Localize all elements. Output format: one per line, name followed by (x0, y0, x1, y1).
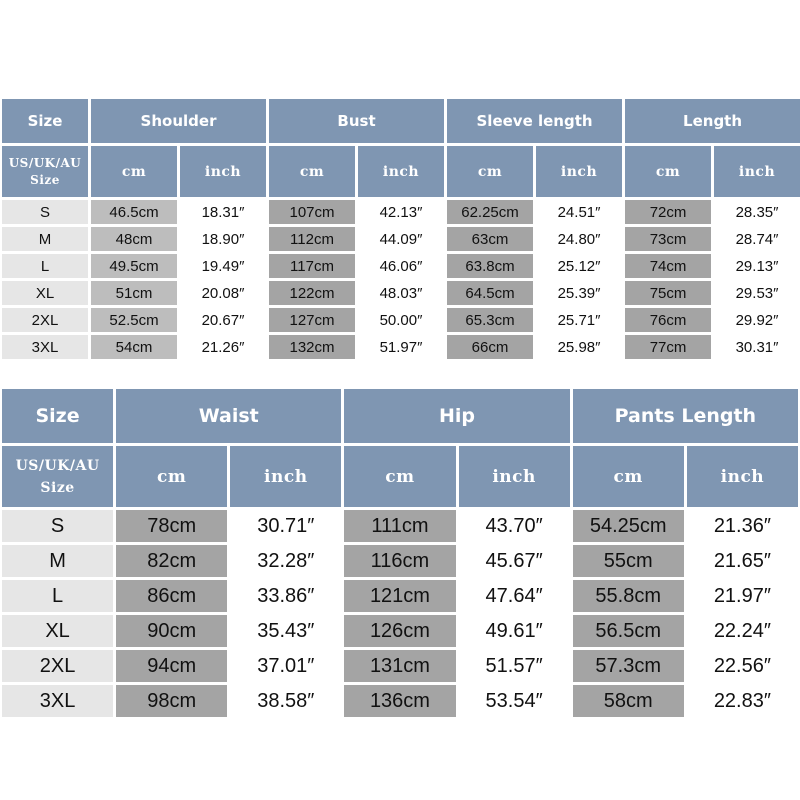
table-row (2, 650, 798, 682)
subheader-inch: inch (180, 146, 266, 197)
size-cell: L (2, 254, 88, 278)
table-row (2, 227, 800, 251)
cm-value-cell: 127cm (269, 308, 355, 332)
cm-value-cell: 75cm (625, 281, 711, 305)
cm-value-cell: 94cm (116, 650, 227, 682)
inch-value-cell: 51.97″ (358, 335, 444, 359)
size-region-label: US/UK/AU (15, 457, 100, 474)
subheader-inch: inch (459, 446, 570, 507)
inch-value-cell: 21.65″ (687, 545, 798, 577)
inch-value-cell: 29.92″ (714, 308, 800, 332)
cm-value-cell: 121cm (344, 580, 455, 612)
cm-value-cell: 48cm (91, 227, 177, 251)
inch-value-cell: 42.13″ (358, 200, 444, 224)
inch-value-cell: 30.31″ (714, 335, 800, 359)
size-region-label: US/UK/AU (8, 155, 82, 170)
cm-value-cell: 82cm (116, 545, 227, 577)
inch-value-cell: 46.06″ (358, 254, 444, 278)
subheader-inch: inch (687, 446, 798, 507)
size-label: Size (40, 479, 75, 496)
inch-value-cell: 22.83″ (687, 685, 798, 717)
inch-value-cell: 29.53″ (714, 281, 800, 305)
inch-value-cell: 21.36″ (687, 510, 798, 542)
inch-value-cell: 22.56″ (687, 650, 798, 682)
subheader-cm: cm (91, 146, 177, 197)
cm-value-cell: 65.3cm (447, 308, 533, 332)
cm-value-cell: 54cm (91, 335, 177, 359)
header-pants-length: Pants Length (573, 389, 798, 443)
cm-value-cell: 76cm (625, 308, 711, 332)
cm-value-cell: 131cm (344, 650, 455, 682)
pants-size-table (0, 386, 800, 720)
cm-value-cell: 132cm (269, 335, 355, 359)
size-cell: M (2, 545, 113, 577)
subheader-inch: inch (358, 146, 444, 197)
inch-value-cell: 38.58″ (230, 685, 341, 717)
inch-value-cell: 20.67″ (180, 308, 266, 332)
cm-value-cell: 58cm (573, 685, 684, 717)
subheader-size-region (2, 146, 88, 197)
inch-value-cell: 24.51″ (536, 200, 622, 224)
cm-value-cell: 55cm (573, 545, 684, 577)
cm-value-cell: 112cm (269, 227, 355, 251)
cm-value-cell: 136cm (344, 685, 455, 717)
inch-value-cell: 22.24″ (687, 615, 798, 647)
size-cell: S (2, 510, 113, 542)
cm-value-cell: 49.5cm (91, 254, 177, 278)
subheader-cm: cm (344, 446, 455, 507)
inch-value-cell: 30.71″ (230, 510, 341, 542)
cm-value-cell: 90cm (116, 615, 227, 647)
tops-size-table (0, 96, 800, 362)
cm-value-cell: 72cm (625, 200, 711, 224)
cm-value-cell: 86cm (116, 580, 227, 612)
cm-value-cell: 98cm (116, 685, 227, 717)
cm-value-cell: 77cm (625, 335, 711, 359)
cm-value-cell: 55.8cm (573, 580, 684, 612)
header-shoulder: Shoulder (91, 99, 266, 143)
inch-value-cell: 20.08″ (180, 281, 266, 305)
cm-value-cell: 117cm (269, 254, 355, 278)
subheader-cm: cm (447, 146, 533, 197)
table-row (2, 685, 798, 717)
table-row (2, 580, 798, 612)
cm-value-cell: 122cm (269, 281, 355, 305)
cm-value-cell: 63.8cm (447, 254, 533, 278)
subheader-inch: inch (714, 146, 800, 197)
cm-value-cell: 51cm (91, 281, 177, 305)
subheader-size-region (2, 446, 113, 507)
table-row (2, 510, 798, 542)
inch-value-cell: 32.28″ (230, 545, 341, 577)
cm-value-cell: 126cm (344, 615, 455, 647)
inch-value-cell: 29.13″ (714, 254, 800, 278)
inch-value-cell: 53.54″ (459, 685, 570, 717)
inch-value-cell: 51.57″ (459, 650, 570, 682)
inch-value-cell: 44.09″ (358, 227, 444, 251)
cm-value-cell: 63cm (447, 227, 533, 251)
inch-value-cell: 21.26″ (180, 335, 266, 359)
size-cell: 3XL (2, 685, 113, 717)
header-length: Length (625, 99, 800, 143)
size-cell: XL (2, 281, 88, 305)
header-waist: Waist (116, 389, 341, 443)
inch-value-cell: 43.70″ (459, 510, 570, 542)
inch-value-cell: 49.61″ (459, 615, 570, 647)
cm-value-cell: 46.5cm (91, 200, 177, 224)
cm-value-cell: 56.5cm (573, 615, 684, 647)
inch-value-cell: 25.98″ (536, 335, 622, 359)
subheader-cm: cm (116, 446, 227, 507)
cm-value-cell: 52.5cm (91, 308, 177, 332)
subheader-inch: inch (536, 146, 622, 197)
table-row (2, 200, 800, 224)
size-cell: XL (2, 615, 113, 647)
header-size: Size (2, 99, 88, 143)
inch-value-cell: 45.67″ (459, 545, 570, 577)
header-bust: Bust (269, 99, 444, 143)
header-hip: Hip (344, 389, 569, 443)
inch-value-cell: 18.31″ (180, 200, 266, 224)
subheader-cm: cm (573, 446, 684, 507)
size-cell: 2XL (2, 308, 88, 332)
inch-value-cell: 19.49″ (180, 254, 266, 278)
inch-value-cell: 47.64″ (459, 580, 570, 612)
table-row (2, 308, 800, 332)
size-cell: S (2, 200, 88, 224)
cm-value-cell: 57.3cm (573, 650, 684, 682)
cm-value-cell: 107cm (269, 200, 355, 224)
inch-value-cell: 25.39″ (536, 281, 622, 305)
table-row (2, 254, 800, 278)
inch-value-cell: 25.71″ (536, 308, 622, 332)
subheader-inch: inch (230, 446, 341, 507)
size-label: Size (30, 172, 60, 187)
subheader-cm: cm (625, 146, 711, 197)
cm-value-cell: 78cm (116, 510, 227, 542)
table-row (2, 545, 798, 577)
inch-value-cell: 37.01″ (230, 650, 341, 682)
cm-value-cell: 73cm (625, 227, 711, 251)
cm-value-cell: 116cm (344, 545, 455, 577)
size-cell: 2XL (2, 650, 113, 682)
cm-value-cell: 54.25cm (573, 510, 684, 542)
inch-value-cell: 18.90″ (180, 227, 266, 251)
header-sleeve-length: Sleeve length (447, 99, 622, 143)
inch-value-cell: 21.97″ (687, 580, 798, 612)
subheader-cm: cm (269, 146, 355, 197)
size-cell: 3XL (2, 335, 88, 359)
cm-value-cell: 74cm (625, 254, 711, 278)
table-row (2, 281, 800, 305)
table-row (2, 335, 800, 359)
header-size: Size (2, 389, 113, 443)
table-row (2, 615, 798, 647)
cm-value-cell: 64.5cm (447, 281, 533, 305)
size-cell: M (2, 227, 88, 251)
inch-value-cell: 33.86″ (230, 580, 341, 612)
inch-value-cell: 35.43″ (230, 615, 341, 647)
inch-value-cell: 28.74″ (714, 227, 800, 251)
cm-value-cell: 111cm (344, 510, 455, 542)
inch-value-cell: 50.00″ (358, 308, 444, 332)
size-cell: L (2, 580, 113, 612)
inch-value-cell: 25.12″ (536, 254, 622, 278)
cm-value-cell: 66cm (447, 335, 533, 359)
cm-value-cell: 62.25cm (447, 200, 533, 224)
inch-value-cell: 48.03″ (358, 281, 444, 305)
inch-value-cell: 24.80″ (536, 227, 622, 251)
inch-value-cell: 28.35″ (714, 200, 800, 224)
